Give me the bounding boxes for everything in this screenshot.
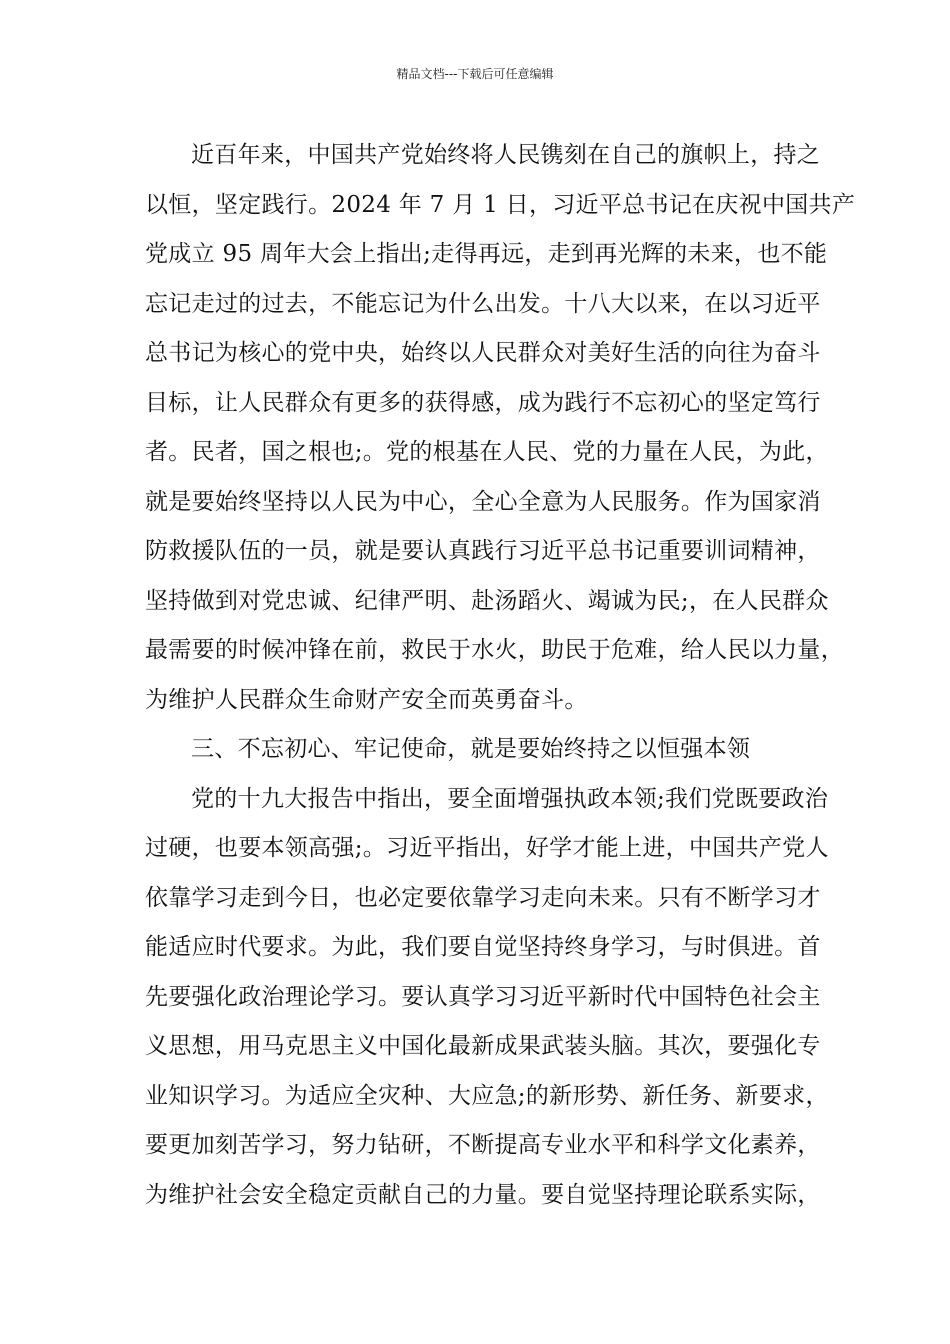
text-line: 为维护人民群众生命财产安全而英勇奋斗。 bbox=[145, 686, 588, 713]
text-line: 为维护社会安全稳定贡献自己的力量。要自觉坚持理论联系实际， bbox=[145, 1181, 821, 1208]
text-line: 防救援队伍的一员，就是要认真践行习近平总书记重要训词精神， bbox=[145, 538, 821, 564]
text-line: 总书记为核心的党中央，始终以人民群众对美好生活的向往为奋斗 bbox=[145, 340, 821, 366]
text-line: 最需要的时候冲锋在前，救民于水火，助民于危难，给人民以力量， bbox=[145, 637, 844, 663]
text-line: 近百年来，中国共产党始终将人民镌刻在自己的旗帜上，持之 bbox=[191, 142, 821, 168]
text-line: 坚持做到对党忠诚、纪律严明、赴汤蹈火、竭诚为民;，在人民群众 bbox=[145, 587, 829, 614]
text-line: 能适应时代要求。为此，我们要自觉坚持终身学习，与时俱进。首 bbox=[145, 934, 821, 960]
text-line: 党成立 95 周年大会上指出;走得再远，走到再光辉的未来，也不能 bbox=[145, 241, 828, 267]
text-line: 过硬，也要本领高强;。习近平指出，好学才能上进，中国共产党人 bbox=[145, 835, 829, 861]
text-line: 以恒，坚定践行。2024 年 7 月 1 日，习近平总书记在庆祝中国共产 bbox=[145, 191, 856, 218]
text-line: 忘记走过的过去，不能忘记为什么出发。十八大以来，在以习近平 bbox=[145, 290, 821, 317]
text-line: 依靠学习走到今日，也必定要依靠学习走向未来。只有不断学习才 bbox=[145, 884, 821, 911]
section-heading: 三、不忘初心、牢记使命，就是要始终持之以恒强本领 bbox=[191, 736, 751, 762]
page-header: 精品文档---下载后可任意编辑 bbox=[396, 67, 554, 81]
document-body bbox=[145, 131, 856, 1220]
text-line: 就是要始终坚持以人民为中心，全心全意为人民服务。作为国家消 bbox=[145, 488, 821, 515]
text-line: 者。民者，国之根也;。党的根基在人民、党的力量在人民，为此， bbox=[145, 439, 829, 465]
text-line: 先要强化政治理论学习。要认真学习习近平新时代中国特色社会主 bbox=[145, 983, 821, 1010]
text-line: 业知识学习。为适应全灾种、大应急;的新形势、新任务、新要求， bbox=[145, 1082, 829, 1109]
text-line: 目标，让人民群众有更多的获得感，成为践行不忘初心的坚定笃行 bbox=[145, 389, 821, 416]
text-line: 义思想，用马克思主义中国化最新成果武装头脑。其次，要强化专 bbox=[145, 1033, 821, 1059]
text-line: 要更加刻苦学习，努力钻研，不断提高专业水平和科学文化素养， bbox=[145, 1132, 821, 1158]
text-line: 党的十九大报告中指出，要全面增强执政本领;我们党既要政治 bbox=[191, 785, 829, 812]
